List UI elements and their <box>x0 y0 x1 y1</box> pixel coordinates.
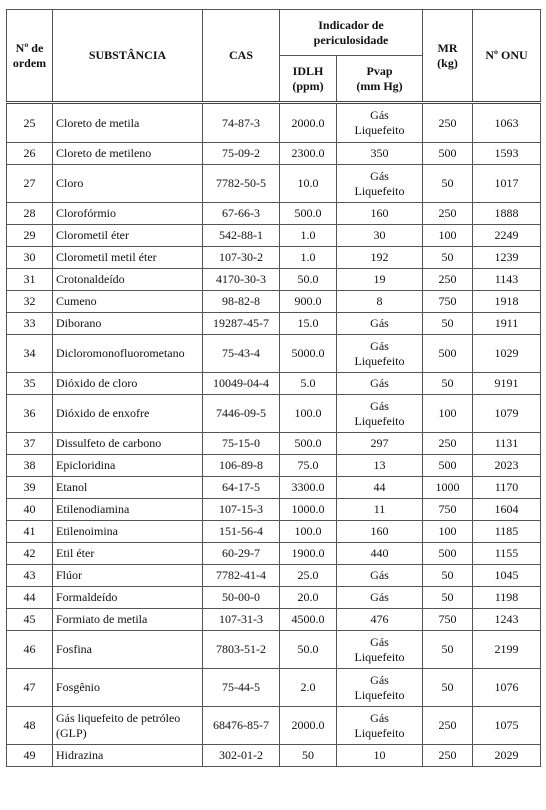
cell-mr: 250 <box>423 203 473 225</box>
cell-substancia: Clorometil éter <box>53 225 203 247</box>
cell-idlh: 50 <box>280 745 337 767</box>
cell-cas: 75-44-5 <box>203 669 280 707</box>
cell-pvap: 192 <box>337 247 423 269</box>
cell-substancia: Cloro <box>53 165 203 203</box>
cell-substancia: Hidrazina <box>53 745 203 767</box>
cell-pvap: 160 <box>337 521 423 543</box>
cell-mr: 500 <box>423 335 473 373</box>
cell-mr: 50 <box>423 631 473 669</box>
cell-pvap: Gás Liquefeito <box>337 395 423 433</box>
table-body <box>7 103 541 767</box>
cell-mr: 250 <box>423 433 473 455</box>
cell-pvap: 19 <box>337 269 423 291</box>
cell-ordem: 40 <box>7 499 53 521</box>
cell-substancia: Dicloromonofluorometano <box>53 335 203 373</box>
cell-substancia: Formiato de metila <box>53 609 203 631</box>
table-header <box>7 10 541 103</box>
cell-idlh: 2300.0 <box>280 143 337 165</box>
cell-cas: 74-87-3 <box>203 103 280 143</box>
cell-cas: 10049-04-4 <box>203 373 280 395</box>
cell-cas: 7803-51-2 <box>203 631 280 669</box>
cell-substancia: Gás liquefeito de petróleo (GLP) <box>53 707 203 745</box>
cell-substancia: Etanol <box>53 477 203 499</box>
cell-mr: 750 <box>423 499 473 521</box>
cell-idlh: 100.0 <box>280 395 337 433</box>
cell-mr: 1000 <box>423 477 473 499</box>
cell-cas: 542-88-1 <box>203 225 280 247</box>
cell-cas: 151-56-4 <box>203 521 280 543</box>
cell-cas: 68476-85-7 <box>203 707 280 745</box>
cell-ordem: 36 <box>7 395 53 433</box>
cell-pvap: 297 <box>337 433 423 455</box>
cell-idlh: 25.0 <box>280 565 337 587</box>
table-row <box>7 477 541 499</box>
cell-substancia: Dióxido de enxofre <box>53 395 203 433</box>
cell-pvap: Gás Liquefeito <box>337 631 423 669</box>
cell-pvap: 350 <box>337 143 423 165</box>
cell-cas: 107-31-3 <box>203 609 280 631</box>
header-ordem: Nº de ordem <box>7 10 53 103</box>
cell-ordem: 38 <box>7 455 53 477</box>
cell-cas: 107-15-3 <box>203 499 280 521</box>
cell-onu: 2199 <box>473 631 541 669</box>
cell-idlh: 1.0 <box>280 225 337 247</box>
cell-ordem: 30 <box>7 247 53 269</box>
cell-ordem: 29 <box>7 225 53 247</box>
cell-substancia: Cloreto de metila <box>53 103 203 143</box>
cell-pvap: 10 <box>337 745 423 767</box>
cell-mr: 100 <box>423 225 473 247</box>
table-row <box>7 313 541 335</box>
cell-cas: 7782-50-5 <box>203 165 280 203</box>
cell-substancia: Fosgênio <box>53 669 203 707</box>
cell-pvap: Gás <box>337 373 423 395</box>
cell-substancia: Cumeno <box>53 291 203 313</box>
cell-onu: 1017 <box>473 165 541 203</box>
cell-idlh: 75.0 <box>280 455 337 477</box>
cell-mr: 250 <box>423 707 473 745</box>
cell-ordem: 39 <box>7 477 53 499</box>
cell-pvap: 13 <box>337 455 423 477</box>
cell-cas: 7782-41-4 <box>203 565 280 587</box>
table-row <box>7 631 541 669</box>
table-row <box>7 707 541 745</box>
cell-idlh: 10.0 <box>280 165 337 203</box>
cell-substancia: Etil éter <box>53 543 203 565</box>
cell-ordem: 25 <box>7 103 53 143</box>
cell-ordem: 44 <box>7 587 53 609</box>
cell-substancia: Etilenodiamina <box>53 499 203 521</box>
table-row <box>7 143 541 165</box>
cell-onu: 1170 <box>473 477 541 499</box>
header-idlh: IDLH (ppm) <box>280 56 337 103</box>
cell-onu: 2023 <box>473 455 541 477</box>
cell-substancia: Clorofórmio <box>53 203 203 225</box>
cell-idlh: 900.0 <box>280 291 337 313</box>
cell-substancia: Flúor <box>53 565 203 587</box>
cell-pvap: 160 <box>337 203 423 225</box>
cell-idlh: 20.0 <box>280 587 337 609</box>
cell-idlh: 5.0 <box>280 373 337 395</box>
cell-pvap: 44 <box>337 477 423 499</box>
cell-pvap: Gás <box>337 313 423 335</box>
cell-cas: 75-43-4 <box>203 335 280 373</box>
cell-substancia: Dióxido de cloro <box>53 373 203 395</box>
cell-onu: 2249 <box>473 225 541 247</box>
cell-onu: 1155 <box>473 543 541 565</box>
cell-ordem: 48 <box>7 707 53 745</box>
table-row <box>7 203 541 225</box>
table-row <box>7 335 541 373</box>
cell-ordem: 26 <box>7 143 53 165</box>
header-substancia: SUBSTÂNCIA <box>53 10 203 103</box>
table-row <box>7 165 541 203</box>
cell-substancia: Dissulfeto de carbono <box>53 433 203 455</box>
cell-onu: 1063 <box>473 103 541 143</box>
table-row <box>7 521 541 543</box>
cell-cas: 75-09-2 <box>203 143 280 165</box>
header-onu: Nº ONU <box>473 10 541 103</box>
cell-mr: 250 <box>423 745 473 767</box>
cell-mr: 750 <box>423 291 473 313</box>
cell-ordem: 35 <box>7 373 53 395</box>
cell-pvap: 30 <box>337 225 423 247</box>
cell-mr: 500 <box>423 143 473 165</box>
table-row <box>7 291 541 313</box>
cell-pvap: Gás Liquefeito <box>337 335 423 373</box>
cell-cas: 19287-45-7 <box>203 313 280 335</box>
table-row <box>7 609 541 631</box>
cell-ordem: 42 <box>7 543 53 565</box>
cell-idlh: 15.0 <box>280 313 337 335</box>
cell-ordem: 31 <box>7 269 53 291</box>
cell-pvap: Gás Liquefeito <box>337 669 423 707</box>
cell-substancia: Formaldeído <box>53 587 203 609</box>
cell-cas: 4170-30-3 <box>203 269 280 291</box>
cell-pvap: 11 <box>337 499 423 521</box>
cell-substancia: Diborano <box>53 313 203 335</box>
cell-cas: 67-66-3 <box>203 203 280 225</box>
cell-ordem: 45 <box>7 609 53 631</box>
cell-mr: 100 <box>423 521 473 543</box>
cell-pvap: Gás Liquefeito <box>337 707 423 745</box>
cell-onu: 9191 <box>473 373 541 395</box>
cell-idlh: 100.0 <box>280 521 337 543</box>
cell-mr: 250 <box>423 103 473 143</box>
cell-onu: 1029 <box>473 335 541 373</box>
table-row <box>7 745 541 767</box>
cell-mr: 50 <box>423 247 473 269</box>
table-row <box>7 565 541 587</box>
cell-mr: 50 <box>423 373 473 395</box>
cell-onu: 1604 <box>473 499 541 521</box>
cell-cas: 75-15-0 <box>203 433 280 455</box>
cell-cas: 302-01-2 <box>203 745 280 767</box>
cell-cas: 7446-09-5 <box>203 395 280 433</box>
table-row <box>7 225 541 247</box>
cell-pvap: Gás <box>337 587 423 609</box>
cell-idlh: 500.0 <box>280 203 337 225</box>
cell-idlh: 5000.0 <box>280 335 337 373</box>
cell-substancia: Clorometil metil éter <box>53 247 203 269</box>
cell-idlh: 2000.0 <box>280 103 337 143</box>
cell-mr: 50 <box>423 313 473 335</box>
table-row <box>7 543 541 565</box>
header-cas: CAS <box>203 10 280 103</box>
cell-onu: 1045 <box>473 565 541 587</box>
cell-idlh: 1000.0 <box>280 499 337 521</box>
cell-ordem: 34 <box>7 335 53 373</box>
cell-mr: 50 <box>423 565 473 587</box>
cell-cas: 50-00-0 <box>203 587 280 609</box>
header-pvap: Pvap (mm Hg) <box>337 56 423 103</box>
cell-substancia: Fosfina <box>53 631 203 669</box>
cell-onu: 1076 <box>473 669 541 707</box>
cell-substancia: Cloreto de metileno <box>53 143 203 165</box>
cell-pvap: 440 <box>337 543 423 565</box>
cell-onu: 1198 <box>473 587 541 609</box>
cell-cas: 98-82-8 <box>203 291 280 313</box>
cell-substancia: Etilenoimina <box>53 521 203 543</box>
cell-mr: 500 <box>423 455 473 477</box>
cell-mr: 100 <box>423 395 473 433</box>
cell-onu: 1911 <box>473 313 541 335</box>
cell-mr: 50 <box>423 165 473 203</box>
cell-pvap: 476 <box>337 609 423 631</box>
cell-ordem: 49 <box>7 745 53 767</box>
hazard-substances-table <box>6 9 541 767</box>
cell-onu: 1593 <box>473 143 541 165</box>
cell-mr: 750 <box>423 609 473 631</box>
cell-cas: 107-30-2 <box>203 247 280 269</box>
cell-idlh: 50.0 <box>280 269 337 291</box>
cell-idlh: 500.0 <box>280 433 337 455</box>
cell-onu: 1918 <box>473 291 541 313</box>
cell-ordem: 46 <box>7 631 53 669</box>
cell-idlh: 2.0 <box>280 669 337 707</box>
cell-onu: 2029 <box>473 745 541 767</box>
cell-mr: 50 <box>423 669 473 707</box>
table-row <box>7 587 541 609</box>
cell-ordem: 27 <box>7 165 53 203</box>
header-mr: MR (kg) <box>423 10 473 103</box>
cell-ordem: 43 <box>7 565 53 587</box>
cell-pvap: Gás Liquefeito <box>337 165 423 203</box>
cell-ordem: 32 <box>7 291 53 313</box>
table-row <box>7 433 541 455</box>
cell-mr: 500 <box>423 543 473 565</box>
table-row <box>7 395 541 433</box>
cell-ordem: 33 <box>7 313 53 335</box>
cell-onu: 1185 <box>473 521 541 543</box>
table-row <box>7 247 541 269</box>
cell-mr: 250 <box>423 269 473 291</box>
cell-cas: 60-29-7 <box>203 543 280 565</box>
cell-mr: 50 <box>423 587 473 609</box>
cell-pvap: 8 <box>337 291 423 313</box>
table-row <box>7 373 541 395</box>
cell-idlh: 3300.0 <box>280 477 337 499</box>
cell-onu: 1239 <box>473 247 541 269</box>
table-row <box>7 669 541 707</box>
cell-idlh: 4500.0 <box>280 609 337 631</box>
cell-ordem: 41 <box>7 521 53 543</box>
cell-idlh: 1.0 <box>280 247 337 269</box>
table-row <box>7 499 541 521</box>
cell-idlh: 50.0 <box>280 631 337 669</box>
cell-onu: 1079 <box>473 395 541 433</box>
cell-pvap: Gás <box>337 565 423 587</box>
table-row <box>7 455 541 477</box>
cell-ordem: 37 <box>7 433 53 455</box>
cell-ordem: 28 <box>7 203 53 225</box>
cell-cas: 64-17-5 <box>203 477 280 499</box>
cell-onu: 1888 <box>473 203 541 225</box>
cell-substancia: Epicloridina <box>53 455 203 477</box>
cell-ordem: 47 <box>7 669 53 707</box>
cell-onu: 1143 <box>473 269 541 291</box>
cell-onu: 1131 <box>473 433 541 455</box>
header-indicador-periculosidade: Indicador de periculosidade <box>280 10 423 56</box>
cell-idlh: 1900.0 <box>280 543 337 565</box>
cell-onu: 1075 <box>473 707 541 745</box>
cell-substancia: Crotonaldeído <box>53 269 203 291</box>
table-row <box>7 269 541 291</box>
cell-pvap: Gás Liquefeito <box>337 103 423 143</box>
cell-idlh: 2000.0 <box>280 707 337 745</box>
table-row <box>7 103 541 143</box>
cell-onu: 1243 <box>473 609 541 631</box>
cell-cas: 106-89-8 <box>203 455 280 477</box>
